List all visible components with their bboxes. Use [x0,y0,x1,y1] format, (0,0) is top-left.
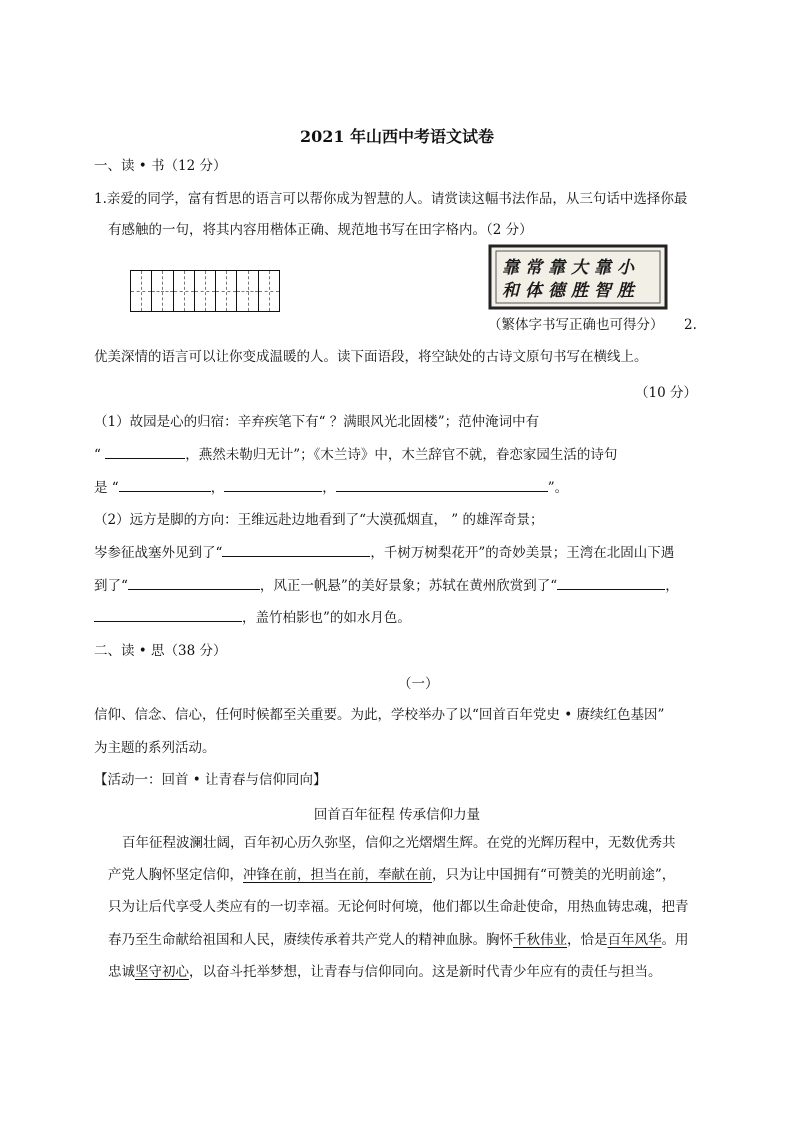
comma: ， [210,480,225,496]
q1-line2: 有感触的一句，将其内容用楷体正确、规范地书写在田字格内。（2 分） [108,222,533,238]
q2-p2-line1: （2）远方是脚的方向：王维远赴边地看到了“大漠孤烟直， ” 的雄浑奇景； [94,512,544,528]
q2-p1-line2-text: ，燕然未勒归无计”；《木兰诗》中，木兰辞官不就，眷恋家园生活的诗句 [185,447,618,463]
q1-note: （繁体字书写正确也可得分） [488,317,664,333]
q2-p2-line2-end: ，千树万树梨花开”的奇妙美景；王湾在北固山下遇 [370,545,675,561]
para-line5 [108,963,662,981]
q2-p2-line3 [94,577,679,595]
answer-blank[interactable] [557,577,665,590]
intro-line2: 为主题的系列活动。 [94,740,216,756]
answer-blank[interactable] [105,446,185,459]
para-line3: 只为让后代享受人类应有的一切幸福。无论何时何境，他们都以生命赴使命，用热血铸忠魂，把青 [108,899,689,915]
q2-p2-line3-start: 到了“ [94,578,128,594]
section2-heading: 二、读 • 思（38 分） [94,643,227,659]
para-line4-middle: ，恰是 [567,932,608,948]
quote-close: ”。 [547,480,569,496]
calligraphy-artwork [488,244,668,310]
grid-cell [174,271,195,311]
grid-cell [237,271,258,311]
q2-p1-line1: （1）故园是心的归宿：辛弃疾笔下有“ ？满眼风光北固楼”；范仲淹词中有 [94,414,540,430]
answer-blank[interactable] [224,479,322,492]
para-line2-start: 产党人胸怀坚定信仰， [108,867,243,883]
svg-text:靠常靠大靠小: 靠常靠大靠小 [502,258,640,278]
tianzige-grid [130,270,280,312]
quote-open: “ [94,447,101,463]
q2-p1-line3-start: 是 “ [94,480,119,496]
para-line5-end: ，以奋斗托举梦想，让青春与信仰同向。这是新时代青少年应有的责任与担当。 [189,964,662,980]
part-label: （一） [398,676,439,692]
grid-cell [216,271,237,311]
q2-p2-line4 [94,609,411,627]
q2-p2-line3-middle: ，风正一帆悬”的美好景象；苏轼在黄州欣赏到了“ [259,578,558,594]
q2-score: （10 分） [635,385,697,401]
answer-blank[interactable] [222,544,370,557]
answer-blank[interactable] [128,577,260,590]
para-line2 [108,866,675,884]
comma: ， [665,578,679,594]
para-line4-start: 春乃至生命献给祖国和人民，赓续传承着共产党人的精神血脉。胸怀 [108,932,513,948]
grid-cell [131,271,152,311]
grid-cell [152,271,173,311]
para-line5-start: 忠诚 [108,964,135,980]
q2-p2-line4-end: ，盖竹柏影也”的如水月色。 [242,610,411,626]
activity-heading: 【活动一：回首 • 让青春与信仰同向】 [94,772,327,788]
para-line4-end: 。用 [661,932,689,948]
grid-cell [259,271,279,311]
intro-line1: 信仰、信念、信心，任何时候都至关重要。为此，学校举办了以“回首百年党史 • 赓续红色基因” [94,707,665,723]
answer-blank[interactable] [94,609,242,622]
comma: ， [322,480,336,496]
answer-blank[interactable] [336,479,548,492]
q1-line1: 1.亲爱的同学，富有哲思的语言可以帮你成为智慧的人。请赏读这幅书法作品，从三句话中选择你最 [94,191,688,207]
q2-p1-line2 [94,446,617,464]
q2-line1: 优美深情的语言可以让你变成温暖的人。读下面语段，将空缺处的古诗文原句书写在横线上。 [94,349,648,365]
q2-p2-line2-start: 岑参征战塞外见到了“ [94,545,223,561]
para-line1: 百年征程波澜壮阔，百年初心历久弥坚，信仰之光熠熠生辉。在党的光辉历程中，无数优秀共 [122,835,676,851]
underlined-phrase: 百年风华 [607,932,662,948]
underlined-phrase: 冲锋在前，担当在前，奉献在前 [243,867,432,883]
q2-p1-line3 [94,479,568,497]
answer-blank[interactable] [119,479,211,492]
article-title: 回首百年征程 传承信仰力量 [313,807,481,823]
q2-number: 2. [684,317,697,333]
para-line4 [108,931,689,949]
para-line2-end: ，只为让中国拥有“可赞美的光明前途”， [432,867,676,883]
grid-cell [195,271,216,311]
svg-text:和体德胜智胜: 和体德胜智胜 [502,281,640,301]
underlined-phrase: 千秋伟业 [513,932,567,948]
underlined-phrase: 坚守初心 [135,964,189,980]
page-title: 2021 年山西中考语文试卷 [299,127,495,146]
q2-p2-line2 [94,544,674,562]
section1-heading: 一、读 • 书（12 分） [94,158,227,174]
